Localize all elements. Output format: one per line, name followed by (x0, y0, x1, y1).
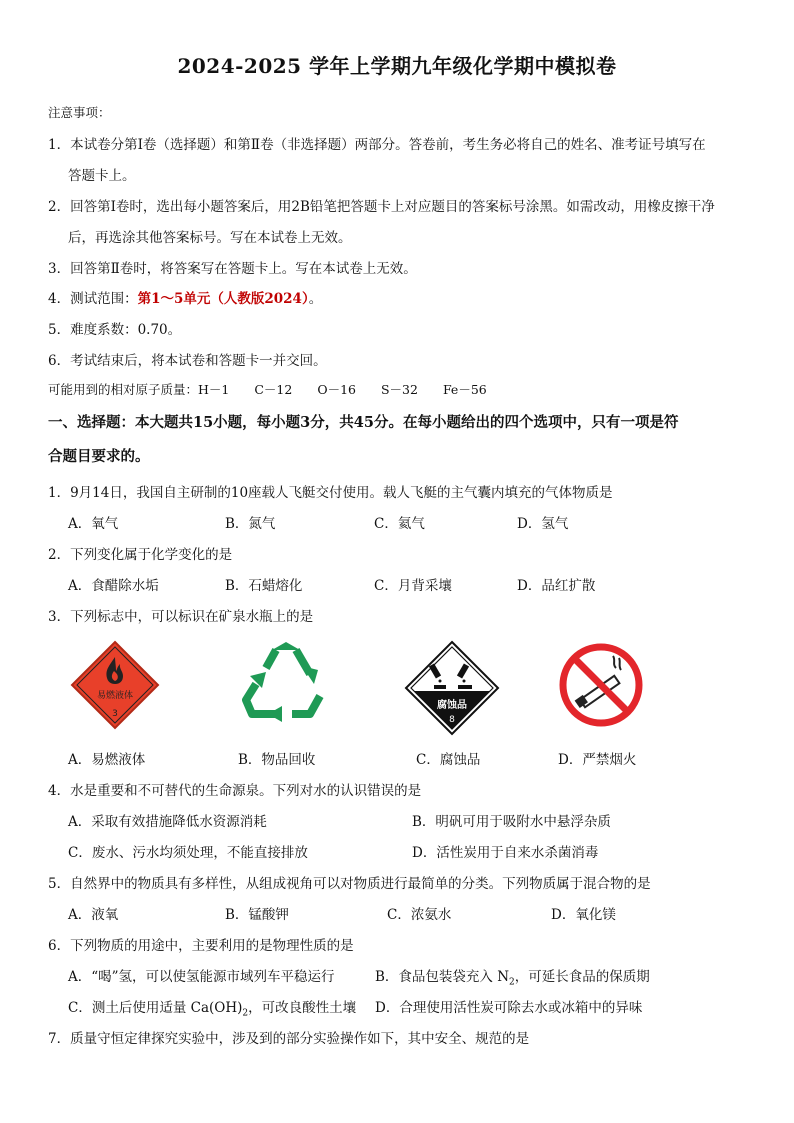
test-range: 第1～5单元（人教版2024） (137, 291, 309, 307)
q2-option-d: D．品红扩散 (517, 578, 596, 594)
q6-option-c (68, 996, 356, 1019)
q6-option-b (375, 965, 650, 988)
note-2-cont: 后，再选涂其他答案标号。写在本试卷上无效。 (68, 230, 352, 246)
question-5-stem: 5．自然界中的物质具有多样性，从组成视角可以对物质进行最简单的分类。下列物质属于混合物的是 (48, 876, 651, 892)
q6-option-c-post: ，可改良酸性土壤 (248, 1000, 357, 1016)
q5-option-c: C．浓氨水 (387, 907, 452, 923)
q4-option-b: B．明矾可用于吸附水中悬浮杂质 (412, 814, 611, 830)
q3-option-d: D．严禁烟火 (558, 752, 637, 768)
question-3-stem: 3．下列标志中，可以标识在矿泉水瓶上的是 (48, 609, 314, 625)
q5-option-a: A．液氧 (68, 907, 119, 923)
question-1-stem: 1．9月14日，我国自主研制的10座载人飞艇交付使用。载人飞艇的主气囊内填充的气体物质是 (48, 485, 613, 501)
q1-option-d: D．氢气 (517, 516, 569, 532)
q6-option-b-post: ，可延长食品的保质期 (514, 969, 650, 985)
q1-option-b: B．氮气 (225, 516, 276, 532)
q5-option-d: D．氧化镁 (551, 907, 616, 923)
note-4 (48, 287, 322, 307)
question-4-stem: 4．水是重要和不可替代的生命源泉。下列对水的认识错误的是 (48, 783, 422, 799)
section-heading-cont: 合题目要求的。 (48, 448, 150, 465)
flammable-sign-number: 3 (112, 709, 118, 719)
q3-option-a: A．易燃液体 (68, 752, 146, 768)
q6-option-b-sub: 2 (509, 977, 515, 988)
q3-option-b: B．物品回收 (238, 752, 316, 768)
flammable-liquid-icon (70, 640, 160, 730)
q4-option-c: C．废水、污水均须处理，不能直接排放 (68, 845, 308, 861)
note-5: 5．难度系数：0.70。 (48, 322, 182, 338)
q2-option-b: B．石蜡熔化 (225, 578, 303, 594)
q5-option-b: B．锰酸钾 (225, 907, 289, 923)
q2-option-c: C．月背采壤 (374, 578, 452, 594)
corrosive-sign-label: 腐蚀品 (437, 700, 467, 711)
question-2-stem: 2．下列变化属于化学变化的是 (48, 547, 233, 563)
corrosive-icon (404, 640, 500, 736)
q6-option-c-pre: C．测土后使用适量 Ca(OH) (68, 1000, 243, 1016)
question-7-stem: 7．质量守恒定律探究实验中，涉及到的部分实验操作如下，其中安全、规范的是 (48, 1031, 530, 1047)
page-title: 2024-2025 学年上学期九年级化学期中模拟卷 (177, 54, 617, 78)
note-4-suffix: 。 (308, 291, 323, 307)
q1-option-a: A．氧气 (68, 516, 119, 532)
q6-option-a: A．“喝”氢，可以使氢能源市域列车平稳运行 (68, 969, 335, 985)
recycle-icon (238, 640, 334, 726)
q6-option-b-pre: B．食品包装袋充入 N (375, 969, 510, 985)
q2-option-a: A．食醋除水垢 (68, 578, 159, 594)
note-1: 1．本试卷分第Ⅰ卷（选择题）和第Ⅱ卷（非选择题）两部分。答卷前，考生务必将自己的姓名、准考证号填写在 (48, 137, 706, 153)
note-3: 3．回答第Ⅱ卷时，将答案写在答题卡上。写在本试卷上无效。 (48, 261, 417, 277)
q4-option-a: A．采取有效措施降低水资源消耗 (68, 814, 267, 830)
q1-option-c: C．氦气 (374, 516, 425, 532)
note-2: 2．回答第Ⅰ卷时，选出每小题答案后，用2B铅笔把答题卡上对应题目的答案标号涂黑。如需改动，用橡皮擦干净 (48, 199, 715, 215)
q6-option-c-sub: 2 (242, 1008, 249, 1019)
note-4-prefix: 4．测试范围： (48, 291, 138, 307)
note-1-cont: 答题卡上。 (68, 168, 136, 184)
notes-header: 注意事项： (48, 105, 111, 120)
flammable-sign-label: 易燃液体 (96, 691, 134, 701)
q4-option-d: D．活性炭用于自来水杀菌消毒 (412, 845, 599, 861)
q3-option-c: C．腐蚀品 (416, 752, 481, 768)
corrosive-sign-number: 8 (449, 715, 455, 725)
q6-option-d: D．合理使用活性炭可除去水或冰箱中的异味 (375, 1000, 643, 1016)
no-smoking-icon (558, 642, 644, 728)
section-heading: 一、选择题：本大题共15小题，每小题3分，共45分。在每小题给出的四个选项中，只有一项是符 (48, 414, 679, 431)
atomic-masses: 可能用到的相对原子质量：H－1 C－12 O－16 S－32 Fe－56 (48, 382, 487, 397)
note-6: 6．考试结束后，将本试卷和答题卡一并交回。 (48, 353, 327, 369)
question-6-stem: 6．下列物质的用途中，主要利用的是物理性质的是 (48, 938, 354, 954)
